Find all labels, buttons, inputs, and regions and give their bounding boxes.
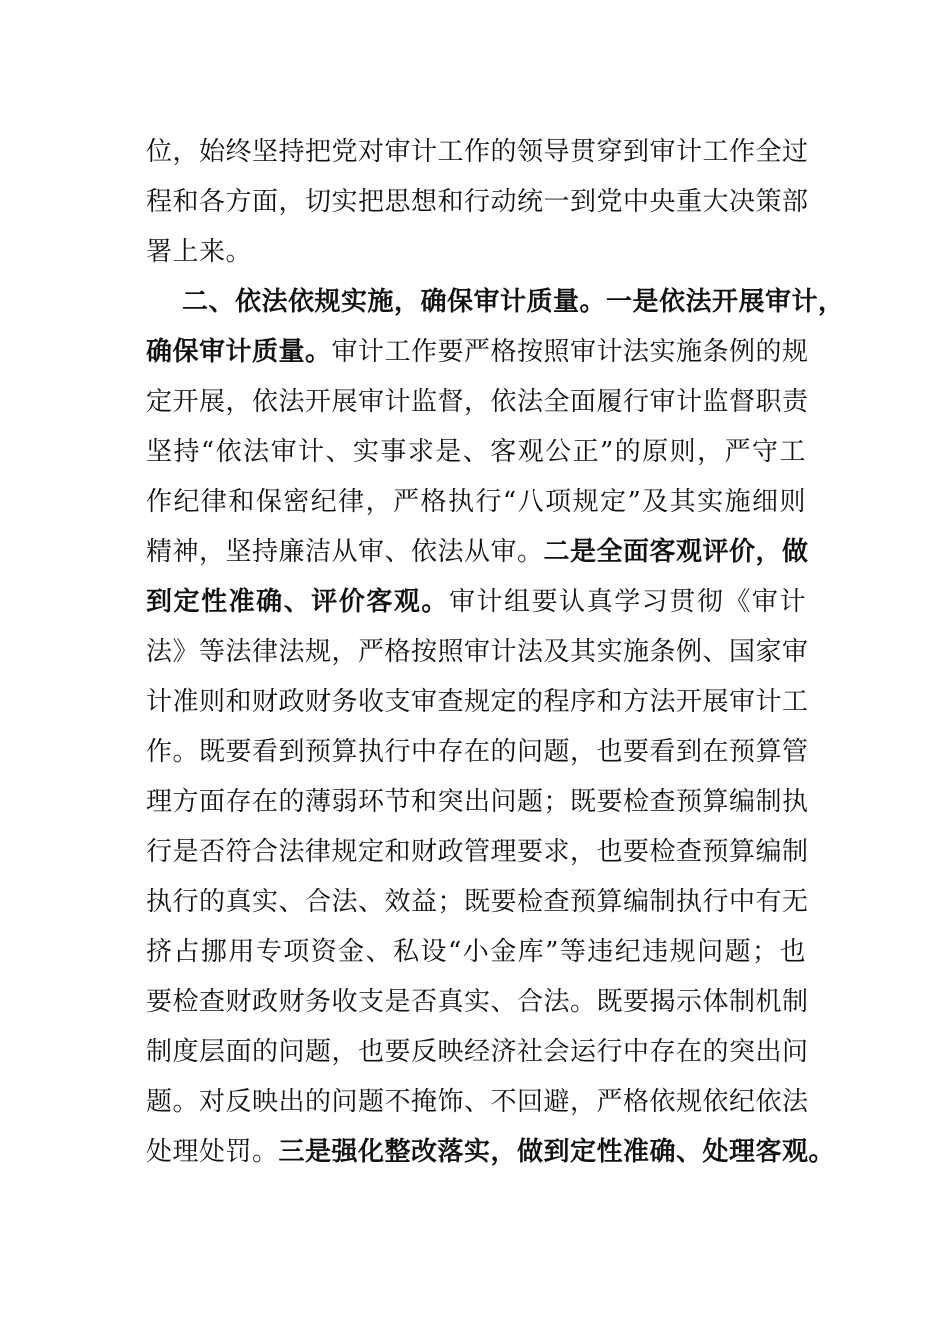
text-line bbox=[146, 134, 809, 170]
text-line bbox=[146, 1034, 809, 1070]
text-segment: 处理处罚。 bbox=[146, 1137, 279, 1167]
text-line bbox=[146, 1134, 836, 1170]
text-line bbox=[146, 984, 809, 1020]
text-segment: 坚持“依法审计、实事求是、客观公正”的原则，严守工 bbox=[146, 437, 806, 467]
text-segment-bold: 二是全面客观评价，做 bbox=[543, 537, 809, 567]
text-segment: 程和各方面，切实把思想和行动统一到党中央重大决策部 bbox=[146, 187, 809, 217]
text-line bbox=[146, 884, 809, 920]
text-segment: 理方面存在的薄弱环节和突出问题；既要检查预算编制执 bbox=[146, 787, 809, 817]
text-line bbox=[146, 684, 809, 720]
text-segment: 挤占挪用专项资金、私设“小金库”等违纪违规问题；也 bbox=[146, 937, 806, 967]
text-line bbox=[146, 184, 809, 220]
text-line bbox=[146, 484, 806, 520]
text-segment-bold: 到定性准确、评价客观。 bbox=[146, 587, 449, 617]
text-line bbox=[146, 734, 809, 770]
text-segment: 定开展，依法开展审计监督，依法全面履行审计监督职责 bbox=[146, 387, 809, 417]
text-segment-bold: 二、依法依规实施，确保审计质量。一是依法开展审计， bbox=[182, 287, 845, 317]
text-line bbox=[146, 784, 809, 820]
section-heading-line bbox=[182, 284, 845, 320]
text-segment: 执行的真实、合法、效益；既要检查预算编制执行中有无 bbox=[146, 887, 809, 917]
text-segment: 制度层面的问题，也要反映经济社会运行中存在的突出问 bbox=[146, 1037, 809, 1067]
text-segment: 要检查财政财务收支是否真实、合法。既要揭示体制机制 bbox=[146, 987, 809, 1017]
text-segment: 法》等法律法规，严格按照审计法及其实施条例、国家审 bbox=[146, 637, 809, 667]
text-segment: 计准则和财政财务收支审查规定的程序和方法开展审计工 bbox=[146, 687, 809, 717]
text-segment: 位，始终坚持把党对审计工作的领导贯穿到审计工作全过 bbox=[146, 137, 809, 167]
text-segment: 审计工作要严格按照审计法实施条例的规 bbox=[331, 337, 809, 367]
text-line bbox=[146, 934, 806, 970]
text-segment-bold: 三是强化整改落实，做到定性准确、处理客观。 bbox=[278, 1137, 836, 1167]
text-line bbox=[146, 634, 809, 670]
text-line bbox=[146, 434, 806, 470]
text-line bbox=[146, 334, 809, 370]
text-line bbox=[146, 1084, 809, 1120]
text-line bbox=[146, 534, 809, 570]
text-line bbox=[146, 234, 252, 270]
text-segment: 作纪律和保密纪律，严格执行“八项规定”及其实施细则 bbox=[146, 487, 806, 517]
text-segment-bold: 确保审计质量。 bbox=[146, 337, 332, 367]
text-segment: 行是否符合法律规定和财政管理要求，也要检查预算编制 bbox=[146, 837, 809, 867]
text-segment: 作。既要看到预算执行中存在的问题，也要看到在预算管 bbox=[146, 737, 809, 767]
text-line bbox=[146, 834, 809, 870]
text-line bbox=[146, 584, 806, 620]
text-segment: 署上来。 bbox=[146, 237, 253, 267]
text-segment: 题。对反映出的问题不掩饰、不回避，严格依规依纪依法 bbox=[146, 1087, 809, 1117]
text-line bbox=[146, 384, 809, 420]
text-segment: 精神，坚持廉洁从审、依法从审。 bbox=[146, 537, 544, 567]
text-segment: 审计组要认真学习贯彻《审计 bbox=[448, 587, 806, 617]
